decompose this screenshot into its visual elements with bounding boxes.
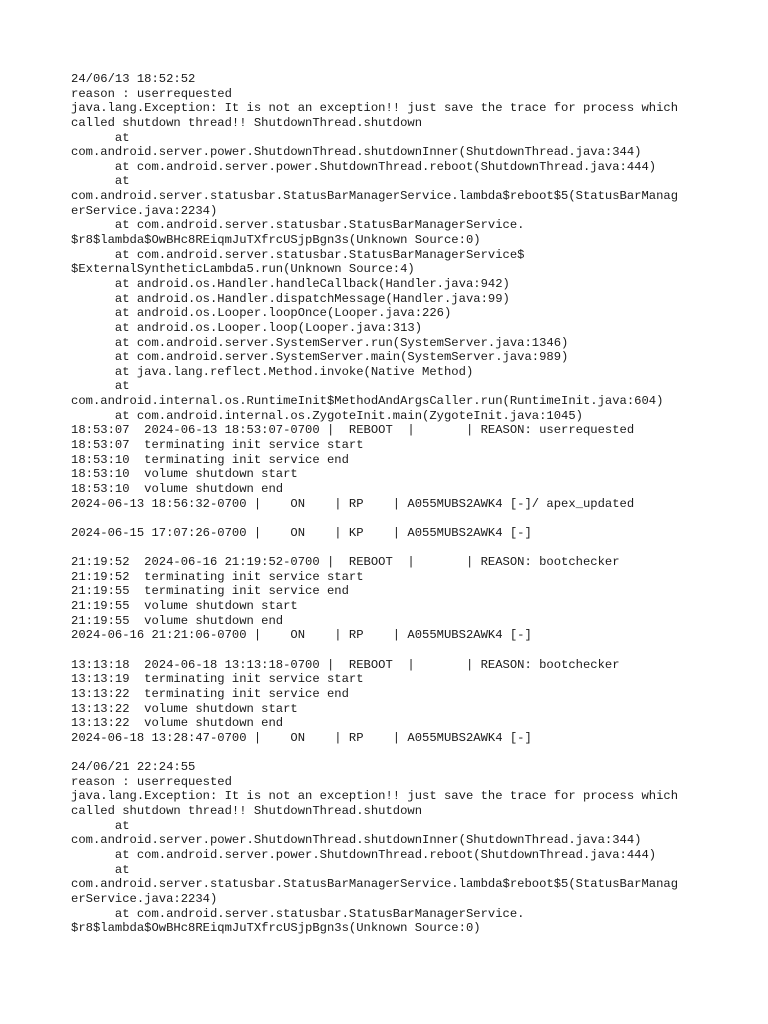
log-line [71,541,711,556]
log-line: java.lang.Exception: It is not an exception!! just save the trace for process which [71,101,679,116]
log-line: com.android.server.statusbar.StatusBarManagerService.lambda$reboot$5(StatusBarManag [71,877,679,892]
log-line: 13:13:18 2024-06-18 13:13:18-0700 | REBOOT | | REASON: bootchecker [71,657,620,672]
log-line: at android.os.Handler.handleCallback(Handler.java:942) [71,276,510,291]
log-line: 2024-06-13 18:56:32-0700 | ON | RP | A055MUBS2AWK4 [-]/ apex_updated [71,496,635,511]
log-line: 18:53:07 2024-06-13 18:53:07-0700 | REBOOT | | REASON: userrequested [71,423,635,438]
log-line: reason : userrequested [71,774,232,789]
log-line: 13:13:22 volume shutdown end [71,716,284,731]
log-line: at android.os.Handler.dispatchMessage(Handler.java:99) [71,291,510,306]
log-line: $ExternalSyntheticLambda5.run(Unknown Source:4) [71,262,415,277]
log-line: called shutdown thread!! ShutdownThread.shutdown [71,115,423,130]
log-line [71,745,711,760]
log-line: 18:53:07 terminating init service start [71,438,364,453]
log-line: com.android.internal.os.RuntimeInit$MethodAndArgsCaller.run(RuntimeInit.java:604) [71,394,664,409]
log-line: $r8$lambda$OwBHc8REiqmJuTXfrcUSjpBgn3s(Unknown Source:0) [71,233,481,248]
log-line: 18:53:10 volume shutdown end [71,481,284,496]
log-line: 13:13:19 terminating init service start [71,672,364,687]
log-line: at com.android.server.SystemServer.main(SystemServer.java:989) [71,350,569,365]
log-line: at android.os.Looper.loop(Looper.java:313) [71,320,423,335]
log-line: com.android.server.power.ShutdownThread.shutdownInner(ShutdownThread.java:344) [71,145,642,160]
log-line: erService.java:2234) [71,891,218,906]
log-line: at com.android.server.statusbar.StatusBarManagerService. [71,218,525,233]
log-line [71,511,711,526]
log-line: 24/06/21 22:24:55 [71,760,196,775]
log-line: com.android.server.statusbar.StatusBarManagerService.lambda$reboot$5(StatusBarManag [71,189,679,204]
log-text [71,72,711,936]
log-line: erService.java:2234) [71,203,218,218]
log-line: 2024-06-16 21:21:06-0700 | ON | RP | A055MUBS2AWK4 [-] [71,628,532,643]
log-line: 24/06/13 18:52:52 [71,72,196,86]
log-line: reason : userrequested [71,86,232,101]
log-line: 2024-06-15 17:07:26-0700 | ON | KP | A055MUBS2AWK4 [-] [71,525,532,540]
log-line: com.android.server.power.ShutdownThread.shutdownInner(ShutdownThread.java:344) [71,833,642,848]
log-line: at com.android.server.statusbar.StatusBarManagerService. [71,906,525,921]
log-line: at [71,862,130,877]
log-line: java.lang.Exception: It is not an exception!! just save the trace for process which [71,789,679,804]
log-line: at [71,818,130,833]
log-line: at [71,174,130,189]
log-line: 21:19:52 terminating init service start [71,569,364,584]
log-line: 21:19:55 volume shutdown end [71,613,284,628]
log-line: 21:19:52 2024-06-16 21:19:52-0700 | REBOOT | | REASON: bootchecker [71,555,620,570]
log-line [71,643,711,658]
log-line: at com.android.server.power.ShutdownThread.reboot(ShutdownThread.java:444) [71,847,657,862]
log-line: 13:13:22 terminating init service end [71,686,349,701]
log-line: at com.android.server.statusbar.StatusBarManagerService$ [71,247,525,262]
log-line: 18:53:10 volume shutdown start [71,467,298,482]
log-line: at com.android.server.SystemServer.run(SystemServer.java:1346) [71,335,569,350]
log-line: $r8$lambda$OwBHc8REiqmJuTXfrcUSjpBgn3s(Unknown Source:0) [71,921,481,936]
log-line: at java.lang.reflect.Method.invoke(Native Method) [71,364,474,379]
log-line: 2024-06-18 13:28:47-0700 | ON | RP | A055MUBS2AWK4 [-] [71,730,532,745]
log-line: at com.android.server.power.ShutdownThread.reboot(ShutdownThread.java:444) [71,159,657,174]
log-line: 18:53:10 terminating init service end [71,452,349,467]
log-line: at [71,379,130,394]
log-line: at [71,130,130,145]
log-line: 21:19:55 terminating init service end [71,584,349,599]
log-line: called shutdown thread!! ShutdownThread.shutdown [71,804,423,819]
log-line: at com.android.internal.os.ZygoteInit.main(ZygoteInit.java:1045) [71,408,583,423]
log-line: at android.os.Looper.loopOnce(Looper.java:226) [71,306,452,321]
log-line: 21:19:55 volume shutdown start [71,599,298,614]
log-line: 13:13:22 volume shutdown start [71,701,298,716]
